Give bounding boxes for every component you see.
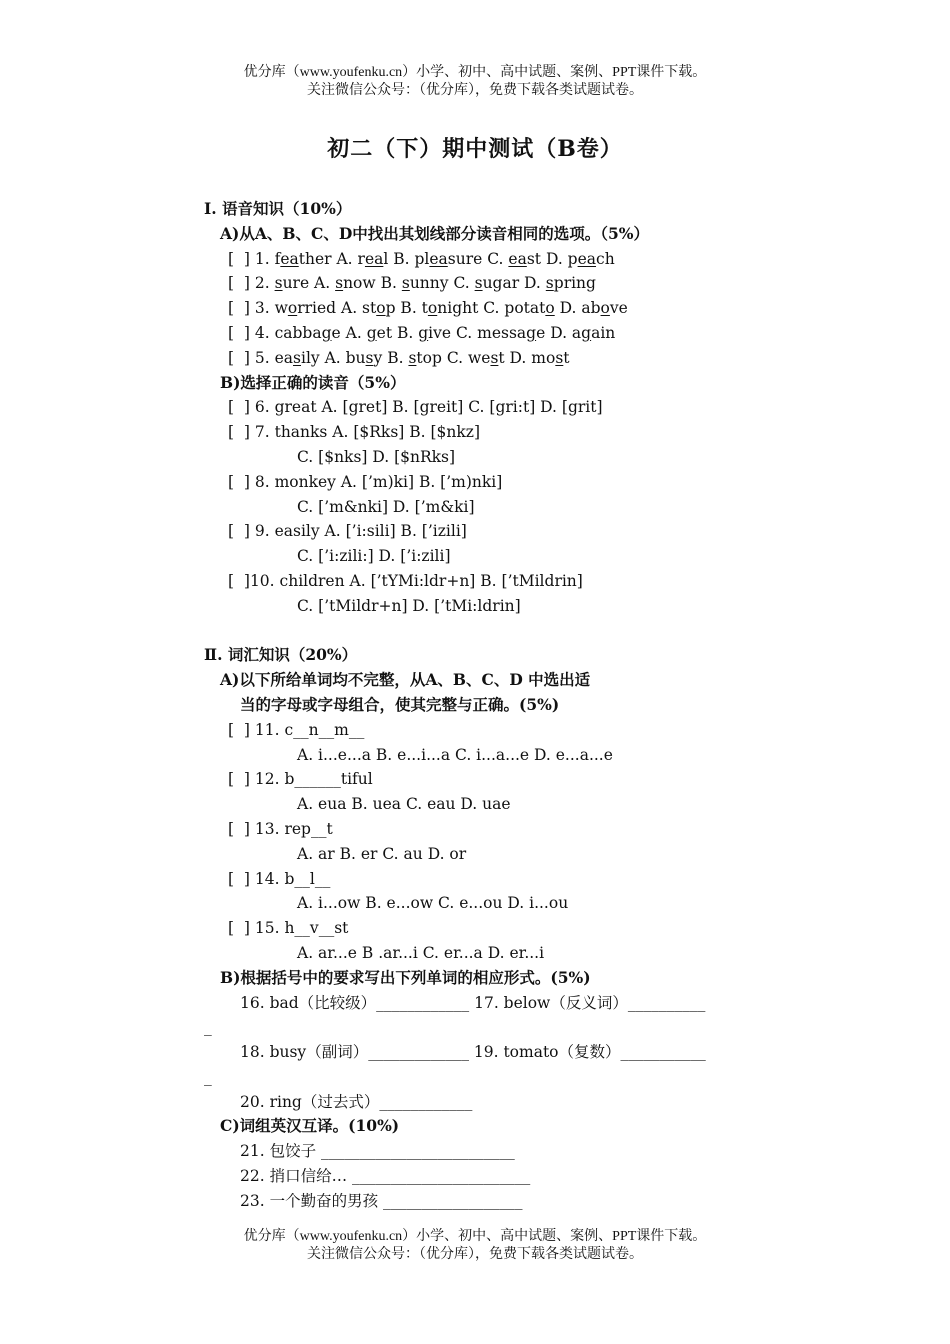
header-line-1: 优分库（www.youfenku.cn）小学、初中、高中试题、案例、PPT课件下载。 [243, 65, 707, 80]
section-2-heading: Ⅱ. 词汇知识（20%） [204, 645, 358, 665]
question-7: [ ] 7. thanks A. [$Rks] B. [$nkz] [228, 423, 480, 442]
question-12-options: A. eua B. uea C. eau D. uae [297, 795, 511, 814]
question-12: [ ] 12. b______tiful [228, 770, 373, 789]
blank-overflow-1: _ [204, 1018, 212, 1037]
section-2b-heading: B)根据括号中的要求写出下列单词的相应形式。(5%) [220, 967, 591, 987]
question-2: [ ] 2. sure A. snow B. sunny C. sugar D. spring [228, 274, 596, 293]
footer-line-2: 关注微信公众号：（优分库），免费下载各类试题试卷。 [307, 1247, 643, 1262]
section-2a-heading-2: 当的字母或字母组合，使其完整与正确。(5%) [240, 694, 560, 714]
question-5: [ ] 5. easily A. busy B. stop C. west D. most [228, 348, 570, 367]
question-14: [ ] 14. b__l__ [228, 869, 331, 888]
exam-content [204, 197, 824, 1214]
question-10-options: C. [’tMildr+n] D. [’tMi:ldrin] [297, 596, 521, 615]
question-22: 22. 捎口信给… _______________________ [240, 1167, 531, 1186]
question-13: [ ] 13. rep__t [228, 819, 333, 838]
question-4: [ ] 4. cabbage A. get B. give C. message D. again [228, 323, 616, 342]
question-11-options: A. i...e...a B. e...i...a C. i...a...e D. e...a...e [297, 745, 613, 764]
section-2c-heading: C)词组英汉互译。(10%) [220, 1116, 400, 1136]
question-14-options: A. i...ow B. e...ow C. e...ou D. i...ou [297, 894, 569, 913]
question-15: [ ] 15. h__v__st [228, 919, 349, 938]
question-15-options: A. ar...e B .ar...i C. er...a D. er...i [297, 943, 545, 962]
section-2a-heading-1: A)以下所给单词均不完整，从A、B、C、D 中选出适 [220, 670, 591, 690]
questions-18-19: 18. busy（副词）_____________ 19. tomato（复数）___________ [240, 1043, 706, 1062]
question-8: [ ] 8. monkey A. [’m)ki] B. [’m)nki] [228, 472, 503, 491]
question-13-options: A. ar B. er C. au D. or [297, 844, 467, 863]
page-header [0, 64, 950, 100]
question-21: 21. 包饺子 _________________________ [240, 1142, 515, 1161]
question-1: [ ] 1. feather A. real B. pleasure C. east D. peach [228, 249, 615, 268]
section-1a-heading: A)从A、B、C、D中找出其划线部分读音相同的选项。（5%） [220, 223, 650, 243]
blank-overflow-2: _ [204, 1067, 212, 1086]
section-1-heading: Ⅰ. 语音知识（10%） [204, 199, 352, 218]
question-9-options: C. [’i:zili:] D. [’i:zili] [297, 547, 451, 566]
question-9: [ ] 9. easily A. [’i:sili] B. [’izili] [228, 522, 467, 541]
page-footer [0, 1228, 950, 1264]
question-8-options: C. [’m&nki] D. [’m&ki] [297, 497, 475, 516]
page-title: 初二（下）期中测试（B卷） [327, 136, 623, 162]
header-line-2: 关注微信公众号：（优分库），免费下载各类试题试卷。 [307, 83, 643, 98]
questions-16-17: 16. bad（比较级）____________ 17. below（反义词）__________ [240, 993, 706, 1012]
question-11: [ ] 11. c__n__m__ [228, 720, 365, 739]
footer-line-1: 优分库（www.youfenku.cn）小学、初中、高中试题、案例、PPT课件下载。 [243, 1229, 707, 1244]
question-20: 20. ring（过去式）____________ [240, 1092, 473, 1111]
section-1b-heading: B)选择正确的读音（5%） [220, 372, 406, 392]
question-6: [ ] 6. great A. [gret] B. [greit] C. [gri:t] D. [grit] [228, 398, 603, 417]
question-10: [ ]10. children A. [’tYMi:ldr+n] B. [’tMildrin] [228, 571, 583, 590]
question-3: [ ] 3. worried A. stop B. tonight C. potato D. above [228, 299, 628, 318]
section-spacer [204, 619, 824, 644]
question-7-options: C. [$nks] D. [$nRks] [297, 447, 456, 466]
question-23: 23. 一个勤奋的男孩 __________________ [240, 1191, 523, 1210]
